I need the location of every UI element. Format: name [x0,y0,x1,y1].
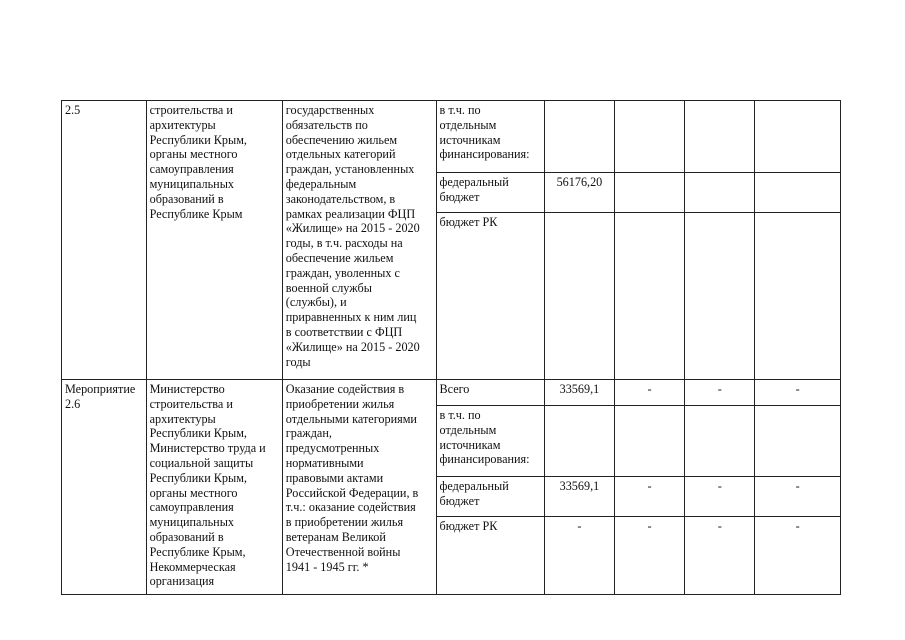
total-cell [544,406,614,477]
financing-table [61,100,841,595]
year3-cell: - [755,477,841,517]
year1-cell [615,406,685,477]
row-id-cell: 2.5 [62,101,147,380]
year2-cell [685,213,755,380]
year2-cell: - [685,477,755,517]
table-row [62,380,841,406]
year2-cell: - [685,517,755,595]
row-id-cell: Мероприятие 2.6 [62,380,147,595]
year1-cell: - [615,517,685,595]
executor-cell: Министерство строительства и архитектуры Республики Крым, Министерство труда и социальной защиты Республики Крым, органы местного самоуправления муниципальных образований в Республике Крым, Некоммерческая организация [146,380,282,595]
year3-cell: - [755,380,841,406]
source-name-cell: Всего [436,380,544,406]
year3-cell [755,213,841,380]
year3-cell [755,173,841,213]
year1-cell: - [615,380,685,406]
description-cell: государственных обязательств по обеспечению жильем отдельных категорий граждан, установленных федеральным законодательством, в рамках реализации ФЦП «Жилище» на 2015 - 2020 годы, в т.ч. расходы на обеспечение жильем граждан, уволенных с военной службы (службы), и приравненных к ним лиц в соответствии с ФЦП «Жилище» на 2015 - 2020 годы [282,101,436,380]
year3-cell [755,101,841,173]
source-name-cell: бюджет РК [436,213,544,380]
year2-cell: - [685,380,755,406]
table-row [62,101,841,173]
year1-cell: - [615,477,685,517]
source-name-cell: федеральный бюджет [436,173,544,213]
total-cell: 56176,20 [544,173,614,213]
source-name-cell: в т.ч. по отдельным источникам финансирования: [436,101,544,173]
year3-cell: - [755,517,841,595]
source-name-cell: федеральный бюджет [436,477,544,517]
year1-cell [615,173,685,213]
total-cell: 33569,1 [544,477,614,517]
year1-cell [615,101,685,173]
total-cell [544,213,614,380]
year3-cell [755,406,841,477]
year2-cell [685,406,755,477]
year2-cell [685,173,755,213]
total-cell [544,101,614,173]
year2-cell [685,101,755,173]
source-name-cell: бюджет РК [436,517,544,595]
total-cell: - [544,517,614,595]
year1-cell [615,213,685,380]
description-cell: Оказание содействия в приобретении жилья отдельными категориями граждан, предусмотренных нормативными правовыми актами Российской Федерации, в т.ч.: оказание содействия в приобретении жилья ветеранам Великой Отечественной войны 1941 - 1945 гг. * [282,380,436,595]
total-cell: 33569,1 [544,380,614,406]
executor-cell: строительства и архитектуры Республики Крым, органы местного самоуправления муниципальных образований в Республике Крым [146,101,282,380]
source-name-cell: в т.ч. по отдельным источникам финансирования: [436,406,544,477]
